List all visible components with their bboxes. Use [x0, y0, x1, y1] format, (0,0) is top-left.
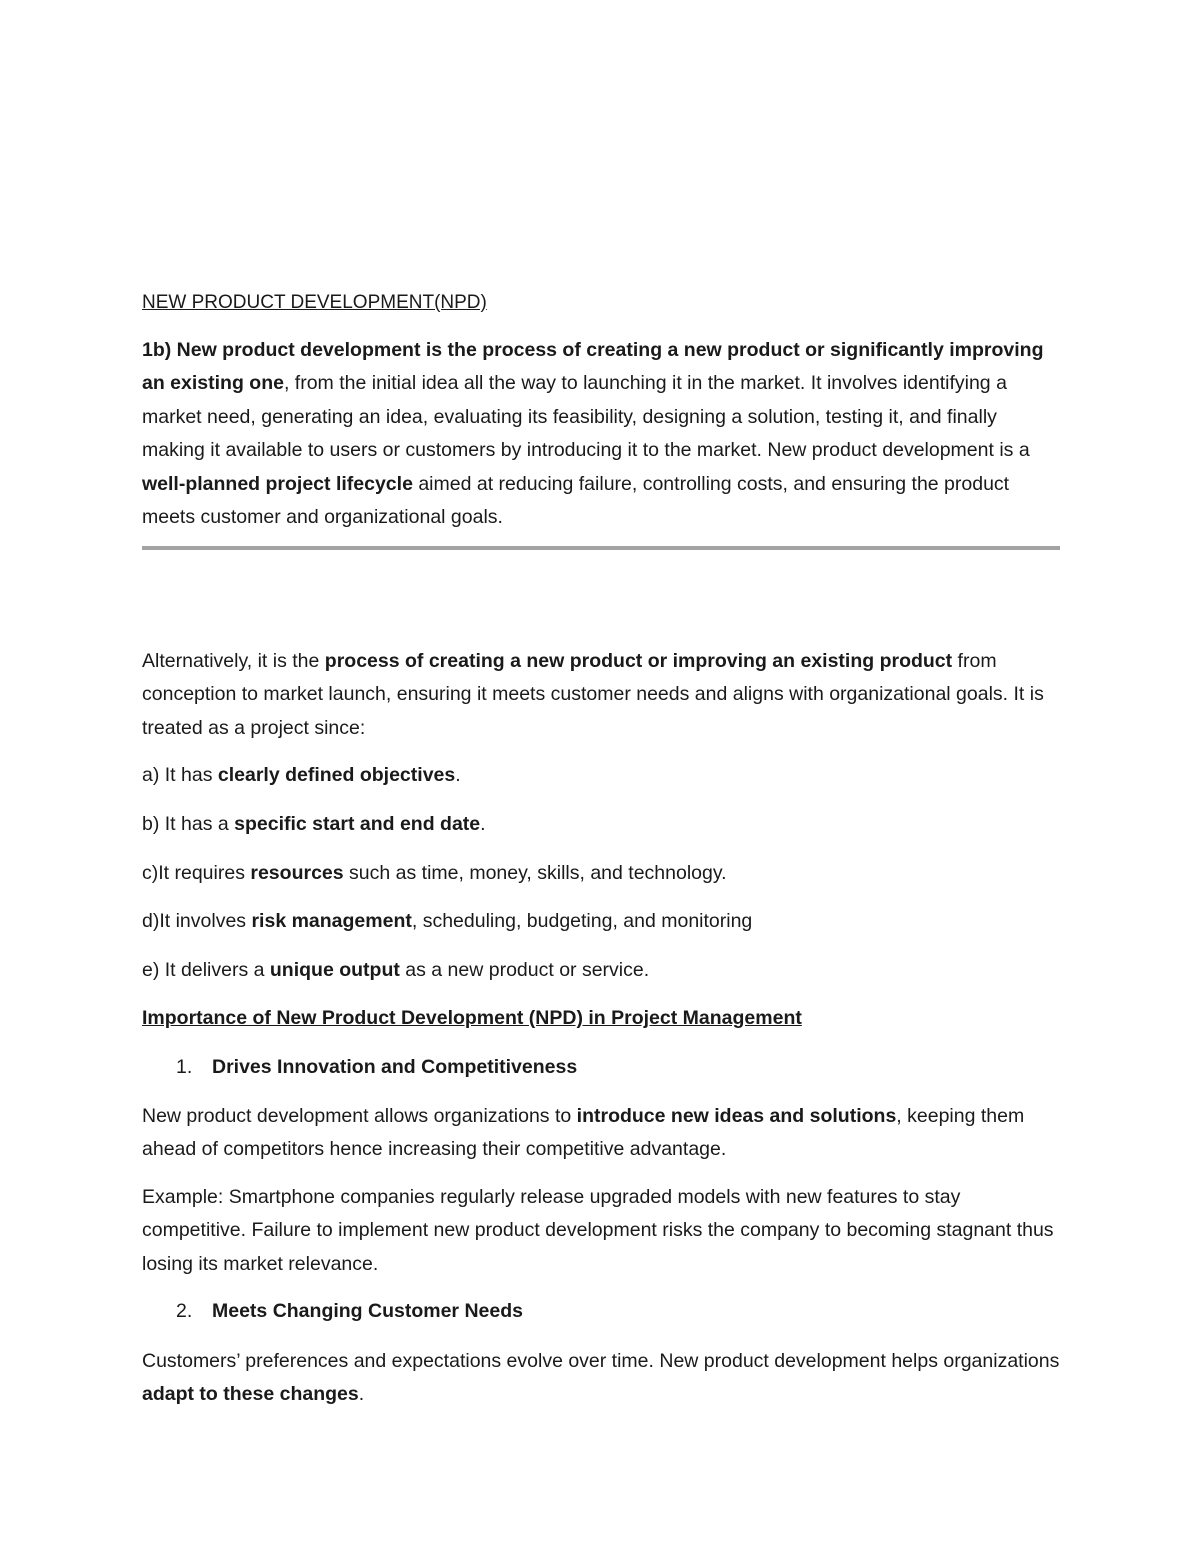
intro-bold-1: well-planned project lifecycle: [142, 472, 413, 495]
reason-pre: c)It requires: [142, 862, 251, 884]
alternative-text-1: Alternatively, it is the: [142, 650, 325, 672]
section-number: 2.: [176, 1300, 193, 1322]
intro-lead: 1b) New product development is the process of creating a new product or significantly improving an existing one: [142, 339, 1044, 395]
document-title: NEW PRODUCT DEVELOPMENT(NPD): [142, 292, 487, 313]
reason-item: [142, 857, 1060, 890]
reason-post: .: [455, 764, 461, 786]
section-para-post: .: [358, 1383, 365, 1406]
reason-bold: unique output: [269, 959, 400, 981]
section-heading-text: Drives Innovation and Competitiveness: [212, 1056, 578, 1078]
alternative-paragraph: [142, 645, 1060, 745]
section-heading-2: [176, 1295, 1060, 1328]
section-paragraph-2: [142, 1345, 1060, 1412]
reason-item: [142, 905, 1060, 938]
section-para-bold: adapt to these changes: [142, 1383, 359, 1406]
section-number: 1.: [176, 1056, 193, 1078]
section-para-bold: introduce new ideas and solutions: [576, 1105, 897, 1127]
section-para-pre: Customers’ preferences and expectations evolve over time. New product development helps organizations: [142, 1350, 1060, 1372]
section-heading-text: Meets Changing Customer Needs: [212, 1300, 523, 1322]
reason-pre: b) It has a: [142, 813, 235, 835]
reason-post: such as time, money, skills, and technology.: [343, 862, 727, 884]
intro-paragraph: [142, 334, 1060, 534]
reason-item: [142, 808, 1060, 841]
alternative-text-2: from conception to market launch, ensuring it meets customer needs and aligns with organizational goals. It is treated as a project since:: [142, 650, 1044, 739]
document-page: [142, 0, 1060, 1553]
reason-post: as a new product or service.: [399, 959, 650, 981]
reason-post: , scheduling, budgeting, and monitoring: [411, 910, 753, 932]
reason-pre: d)It involves: [142, 910, 252, 932]
section-para-post: , keeping them ahead of competitors hence increasing their competitive advantage.: [142, 1105, 1025, 1161]
alternative-bold-1: process of creating a new product or improving an existing product: [324, 650, 953, 672]
reason-bold: resources: [250, 862, 344, 884]
reason-pre: e) It delivers a: [142, 959, 270, 981]
section-example-1: Example: Smartphone companies regularly release upgraded models with new features to stay competitive. Failure to implement new product development risks the company to becoming stagnant thus losing its market relevance.: [142, 1186, 1054, 1275]
reason-pre: a) It has: [142, 764, 218, 786]
reason-item: [142, 954, 1060, 987]
horizontal-rule: [142, 546, 1060, 550]
importance-heading: Importance of New Product Development (NPD) in Project Management: [142, 1007, 802, 1029]
section-paragraph-1: [142, 1100, 1060, 1167]
reason-post: .: [480, 813, 486, 835]
intro-text-2: aimed at reducing failure, controlling costs, and ensuring the product meets customer and organizational goals.: [142, 472, 1010, 529]
reason-bold: specific start and end date: [234, 813, 481, 835]
section-heading-1: [176, 1051, 1060, 1084]
section-para-pre: New product development allows organizations to: [142, 1105, 577, 1127]
reason-bold: clearly defined objectives: [217, 764, 456, 786]
reason-bold: risk management: [251, 910, 412, 932]
reason-item: [142, 759, 1060, 792]
intro-text-1: , from the initial idea all the way to launching it in the market. It involves identifying a market need, generating an idea, evaluating its feasibility, designing a solution, testing it, and finally making it available to users or customers by introducing it to the market. New product development is a: [142, 372, 1030, 462]
